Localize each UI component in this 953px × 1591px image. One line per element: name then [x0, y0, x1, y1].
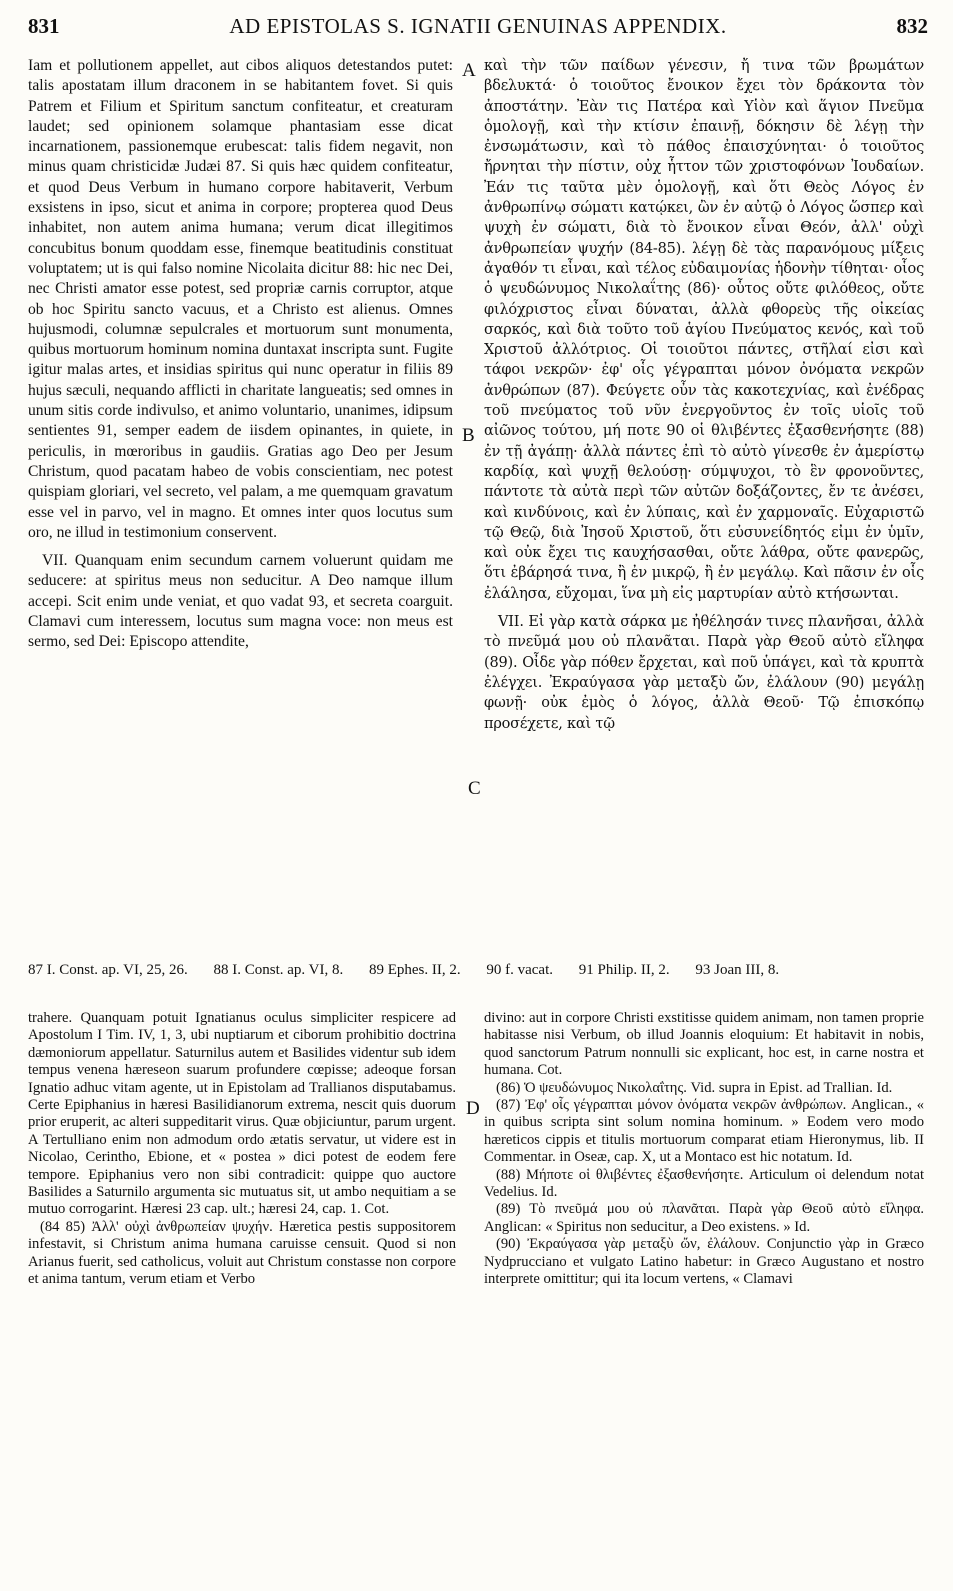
notes-right-column: [484, 1010, 924, 1289]
note-paragraph: (87) Ἐφ' οἷς γέγραπται μόνον ὀνόματα νεκρῶν ἀνθρώπων. Anglican., « in quibus scripta sint solum nomina hominum. » Eodem vero modo hæreticos cippis et titulis mortuorum comparat etiam Hieronymus, lib. II Commentar. in Oseæ, cap. X, ut a Montaco est hic notatum. Id.: [484, 1097, 924, 1166]
running-title: AD EPISTOLAS S. IGNATII GENUINAS APPENDIX.: [229, 14, 727, 38]
footnote: 89 Ephes. II, 2.: [368, 962, 461, 978]
note-paragraph: (84 85) Ἀλλ' οὐχὶ ἀνθρωπείαν ψυχήν. Hæretica pestis suppositorem infestavit, si Christum anima humana caruisse censuit. Quod si non Arianus fuerit, sed catholicus, voluit aut Christum constasse non corpore et anima tantum, verum etiam et Verbo: [28, 1218, 456, 1288]
greek-column: [484, 56, 924, 951]
note-paragraph: (88) Μήποτε οἱ θλιβέντες ἐξασθενήσητε. Articulum οἱ delendum notat Vedelius. Id.: [484, 1166, 924, 1201]
latin-paragraph: VII. Quanquam enim secundum carnem voluerunt quidam me seducere: at spiritus meus non seducitur. A Deo namque illum accepi. Scit enim unde veniat, et quo vadat 93, et secreta coarguit. Clamavi cum interessem, locutus sum magna voce: non meus est sermo, sed Dei: Episcopo attendite,: [28, 552, 453, 651]
page-number-right: 832: [896, 14, 928, 38]
footnote: 87 I. Const. ap. VI, 25, 26.: [28, 962, 188, 978]
margin-letter-d: D: [466, 1098, 480, 1119]
running-header: [28, 14, 928, 44]
margin-letter-b: B: [462, 425, 475, 446]
footnote: 88 I. Const. ap. VI, 8.: [213, 962, 344, 978]
note-paragraph: trahere. Quanquam potuit Ignatianus oculus simpliciter respicere ad Apostolum I Tim. IV, 1, 3, ubi nuptiarum et ciborum prohibitio doctrina dæmoniorum appellatur. Saturnilus autem et Basilides videntur sub idem tempus venena hæreseon suarum profundere cœpisse; adeoque forsan Ignatio adhuc vitam agente, ut in Epistolam ad Trallianos disputabamus. Certe Epiphanius in hæresi Basilidianorum extrema, nescit quis duorum prior eruperit, ac alteri suppeditarit virus. Quæ objiciuntur, parum urgent. A Tertulliano enim non admodum ordo ætatis servatur, ut videre est in Nicolao, Cerintho, Ebione, et « postea » dici potest de eodem fere tempore. Epiphanius vero non sibi contradicit: quippe quo auctore Basilides a Saturnilo argumenta sic mutuatus sit, ut ambo nequitiam a se mutuo corrogarint. Hæresi 23 cap. ult.; hæresi 24, cap. 1. Cot.: [28, 1010, 456, 1218]
latin-paragraph: Iam et pollutionem appellet, aut cibos aliquos detestandos putet: talis apostatam illum draconem in se habitantem fovet. Si quis Patrem et Filium et Spiritum sanctum confiteatur, et creaturam laudet; sed opinionem solamque phantasiam esse dicat incarnationem, passionemque erubescat: talis fidem negavit, non minus quam christicidæ Judæi 87. Si quis hæc quidem confiteatur, et quod Deus Verbum in humano corpore habitaverit, Verbum exsistens in ipso, sicut et anima in corpore; propterea quod Deus inhabitet, non autem anima humana; verum dicat illegitimos concubitus bonum quoddam esse, finemque beatitudinis constituat voluptatem; ut is qui falso nomine Nicolaita dicitur 88: hic nec Dei, nec Christi amator esse potest, sed propriæ carnis corruptor, atque ob hoc Spiritu sancto vacuus, et a Christo est alienus. Omnes hujusmodi, columnæ sepulcrales et mortuorum sunt monumenta, quibus mortuorum hominum nomina duntaxat inscripta sunt. Fugite igitur malas artes, et insidias spiritus qui nunc operatur in filiis 89 hujus sæculi, nequando afflicti in charitate langueatis; sed omnes in unum sitis corde indivulso, et animo voluntario, unanimes, idipsum sentientes 91, semper eadem de iisdem opinantes, in quiete, in periculis, in mœroribus in gaudiis. Gratias ago Deo per Jesum Christum, quod pacatam habeo de vobis conscientiam, nec potest quispiam gloriari, vel secreto, vel palam, a me quemquam gravatum esse vel in parvo, vel in magno. Et omnes inter quos locutus sum oro, ne illud in testimonium conservent.: [28, 57, 453, 541]
note-paragraph: (90) Ἐκραύγασα γὰρ μεταξὺ ὤν, ἐλάλουν. Conjunctio γὰρ in Græco Nydprucciano et vulgato Latino habetur: in Græco Augustano et nostro interprete omittitur; qui ita locum vertens, « Clamavi: [484, 1236, 924, 1288]
greek-paragraph: καὶ τὴν τῶν παίδων γένεσιν, ἤ τινα τῶν βρωμάτων βδελυκτά· ὁ τοιοῦτος ἔνοικον ἔχει τὸν δράκοντα τὸν ἀποστάτην. Ἐὰν τις Πατέρα καὶ Υἱὸν καὶ ἅγιον Πνεῦμα ὁμολογῇ, καὶ τὴν κτίσιν ἐπαινῇ, δόκησιν δὲ λέγῃ τὴν ἐνσωμάτωσιν, καὶ τὸ πάθος ἐπαισχύνηται· ὁ τοιοῦτος ἤρνηται τὴν πίστιν, οὐχ ἧττον τῶν χριστοφόνων Ἰουδαίων. Ἐάν τις ταῦτα μὲν ὁμολογῇ, καὶ ὅτι Θεὸς Λόγος ἐν ἀνθρωπίνῳ σώματι κατῴκει, ὢν ἐν αὐτῷ ὁ Λόγος ὥσπερ καὶ ψυχὴ ἐν σώματι, διὰ τὸ ἔνοικον εἶναι Θεόν, ἀλλ' οὐχὶ ἀνθρωπείαν ψυχήν (84-85). λέγῃ δὲ τὰς παρανόμους μίξεις ἀγαθόν τι εἶναι, καὶ τέλος εὐδαιμονίας ἡδονὴν τίθηται· οἷος ὁ ψευδώνυμος Νικολαΐτης (86)· οὗτος οὔτε φιλόθεος, οὔτε φιλόχριστος εἶναι δύναται, ἀλλὰ φθορεὺς τῆς οἰκείας σαρκός, καὶ διὰ τοῦτο τοῦ ἁγίου Πνεύματος κενός, καὶ τοῦ Χριστοῦ ἀλλότριος. Οἱ τοιοῦτοι πάντες, στῆλαί εἰσι καὶ τάφοι νεκρῶν· ἐφ' οἷς γέγραπται μόνον ὀνόματα νεκρῶν ἀνθρώπων (87). Φεύγετε οὖν τὰς κακοτεχνίας, καὶ ἐνέδρας τοῦ πνεύματος τοῦ νῦν ἐνεργοῦντος ἐν τοῖς υἱοῖς τοῦ αἰῶνος τούτου, μή ποτε 90 οἱ θλιβέντες ἐξασθενήσητε (88) ἐν τῇ ἀγάπῃ· ἀλλὰ πάντες ἐπὶ τὸ αὐτὸ γίνεσθε ἐν ἀμερίστῳ καρδίᾳ, καὶ ψυχῇ θελούσῃ· σύμψυχοι, τὸ ἓν φρονοῦντες, πάντοτε τὰ αὐτὰ περὶ τῶν αὐτῶν δοξάζοντες, ἔν τε ἀνέσει, καὶ κινδύνοις, καὶ ἐν λύπαις, καὶ ἐν χαρμοναῖς. Εὐχαριστῶ τῷ Θεῷ, διὰ Ἰησοῦ Χριστοῦ, ὅτι εὐσυνείδητός εἰμι ἐν ὑμῖν, καὶ οὐκ ἔχει τις καυχήσασθαι, οὔτε λάθρα, οὔτε φανερῶς, ὅτι ἐβάρησά τινα, ἢ ἐν μικρῷ, ἢ ἐν μεγάλῳ. Καὶ πᾶσιν ἐν οἷς ἐλάλησα, εὔχομαι, ἵνα μὴ εἰς μαρτυρίαν αὐτὸ κτήσωνται.: [484, 58, 924, 602]
note-paragraph: (86) Ὁ ψευδώνυμος Νικολαΐτης. Vid. supra in Epist. ad Trallian. Id.: [496, 1079, 893, 1096]
margin-letter-c: C: [468, 778, 481, 799]
note-paragraph: (89) Τὸ πνεῦμά μου οὐ πλανᾶται. Παρὰ γὰρ Θεοῦ αὐτὸ εἴληφα. Anglican: « Spiritus non seducitur, a Deo existens. » Id.: [484, 1201, 924, 1235]
greek-paragraph: VII. Εἰ γὰρ κατὰ σάρκα με ἠθέλησάν τινες πλανῆσαι, ἀλλὰ τὸ πνεῦμά μου οὐ πλανᾶται. Παρὰ γὰρ Θεοῦ αὐτὸ εἴληφα (89). Οἶδε γὰρ πόθεν ἔρχεται, καὶ ποῦ ὑπάγει, καὶ τὰ κρυπτὰ ἐλέγχει. Ἐκραύγασα γὰρ μεταξὺ ὤν, ἐλάλουν (90) μεγάλῃ φωνῇ· οὐκ ἐμὸς ὁ λόγος, ἀλλὰ Θεοῦ· Τῷ ἐπισκόπῳ προσέχετε, καὶ τῷ: [484, 614, 924, 732]
footnotes: [28, 961, 928, 980]
footnote: 91 Philip. II, 2.: [578, 962, 670, 978]
latin-column: [28, 56, 453, 951]
page-number-left: 831: [28, 14, 60, 38]
notes-left-column: [28, 1010, 456, 1289]
footnote: 90 f. vacat.: [486, 962, 554, 978]
margin-letter-a: A: [462, 60, 476, 81]
footnote: 93 Joan III, 8.: [695, 962, 780, 978]
note-paragraph: divino: aut in corpore Christi exstitisse quidem animam, non tamen proprie habitasse nisi Verbum, ob illud Joannis eloquium: Et habitavit in nobis, quod sanctorum Patrum nonnulli sic explicant, hoc est, in carne nostra et humana. Cot.: [484, 1010, 924, 1079]
